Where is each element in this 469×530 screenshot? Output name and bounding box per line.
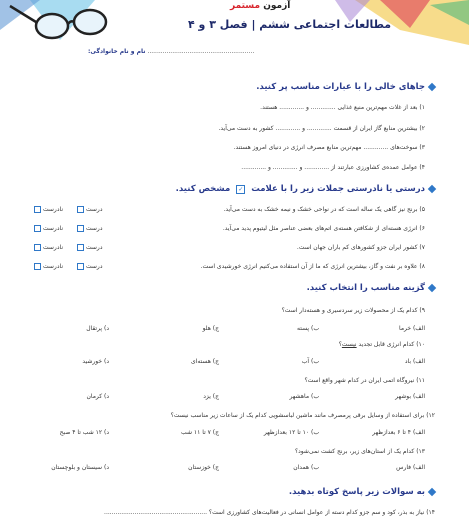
mc-question-13: ۱۳) کدام یک از استان‌های زیر، برنج کشت نمی‌شود؟ (294, 448, 425, 455)
mc-option[interactable]: ج) یزد (203, 393, 219, 400)
mc-option[interactable]: ب) ۱۰ تا ۱۲ بعدازظهر (263, 429, 319, 436)
mc-option[interactable]: ج) هسته‌ای (190, 358, 219, 365)
mc-option[interactable]: الف) فارس (396, 464, 425, 471)
tf-false-option[interactable]: نادرست (34, 225, 63, 232)
mc-option[interactable]: ج) ۷ تا ۱۱ شب (181, 429, 219, 436)
section-multiple-choice (307, 283, 435, 293)
tf-true-option[interactable]: درست (77, 244, 103, 251)
tf-options-7 (34, 244, 103, 251)
diamond-bullet-icon (428, 185, 436, 193)
section-short-answer (289, 487, 435, 497)
section-tf-title: درستی یا نادرستی جملات زیر را با علامت (251, 184, 425, 194)
page-title: مطالعات اجتماعی ششم | فصل ۳ و ۴ (188, 18, 392, 31)
exam-type-label: آزمون مستمر (230, 1, 291, 11)
mc-option[interactable]: د) سیستان و بلوچستان (51, 464, 109, 471)
diamond-bullet-icon (428, 83, 436, 91)
section-fill-title: جاهای خالی را با عبارات مناسب پر کنید. (256, 82, 425, 92)
fill-question-1: ۱) بعد از غلات مهم‌ترین منبع غذایی ............. و ............. هستند. (260, 104, 425, 111)
tf-options-6 (34, 225, 103, 232)
section-true-false (176, 184, 435, 194)
tf-true-option[interactable]: درست (77, 225, 103, 232)
tf-question-8: ۸) علاوه بر نفت و گاز، بیشترین انرژی که ما از آن استفاده می‌کنیم انرژی خورشیدی است. (200, 263, 425, 270)
mc-option[interactable]: ب) پسته (297, 325, 319, 332)
mc-option[interactable]: د) ۱۲ شب تا ۴ صبح (59, 429, 109, 436)
short-question-14: ۱۴) نیاز به بذر، کود و سم جزو کدام دسته از عوامل انسانی در فعالیت‌های کشاورزی است؟ ...................................................... (104, 509, 435, 516)
section-fill-blanks (256, 82, 435, 92)
mc-option[interactable]: الف) خرما (398, 325, 425, 332)
tf-false-option[interactable]: نادرست (34, 206, 63, 213)
mc-question-10: ۱۰) کدام انرژی قابل تجدید نیست؟ (338, 341, 425, 348)
mc-option[interactable]: د) پرتقال (86, 325, 109, 332)
tf-true-option[interactable]: درست (77, 263, 103, 270)
section-mc-title: گزینه مناسب را انتخاب کنید. (306, 283, 425, 293)
mc-option[interactable]: ب) همدان (293, 464, 319, 471)
student-name-field[interactable]: ........................................................ نام و نام خانوادگی: (88, 48, 255, 55)
tf-question-5: ۵) برنج نیز گاهی یک ساله است که در نواحی خشک و نیمه خشک به دست می‌آید. (223, 206, 425, 213)
fill-question-2: ۲) بیشترین منابع گاز ایران از قسمت ............. و ............. کشور به دست می‌آید. (218, 125, 425, 132)
tf-false-option[interactable]: نادرست (34, 244, 63, 251)
tf-options-5 (34, 206, 103, 213)
checkmark-box-icon: ✓ (238, 185, 244, 193)
tf-true-option[interactable]: درست (77, 206, 103, 213)
mc-option[interactable]: الف) باد (404, 358, 425, 365)
mc-option[interactable]: الف) بوشهر (395, 393, 425, 400)
mc-option[interactable]: الف) ۴ تا ۶ بعدازظهر (372, 429, 425, 436)
fill-question-3: ۳) سوخت‌های ............. مهم‌ترین منابع مصرف انرژی در دنیای امروز هستند. (233, 144, 425, 151)
section-short-title: به سوالات زیر پاسخ کوتاه بدهید. (288, 487, 425, 497)
mc-option[interactable]: ج) خوزستان (188, 464, 219, 471)
tf-question-7: ۷) کشور ایران جزو کشورهای کم باران جهان است. (296, 244, 425, 251)
mc-option[interactable]: ب) ماهشهر (289, 393, 319, 400)
exam-type-accent: مستمر (230, 1, 261, 11)
diamond-bullet-icon (428, 488, 436, 496)
mc-option[interactable]: ج) هلو (202, 325, 219, 332)
section-tf-title-end: مشخص کنید. (175, 184, 231, 194)
tf-false-option[interactable]: نادرست (34, 263, 63, 270)
tf-question-6: ۶) انرژی هسته‌ای از شکافتن هسته‌ی اتم‌های بعضی عناصر مثل لیتیوم پدید می‌آید. (222, 225, 425, 232)
mc-question-9: ۹) کدام یک از محصولات زیر سردسیری و هسته‌دار است؟ (281, 307, 425, 314)
tf-options-8 (34, 263, 103, 270)
mc-question-11: ۱۱) نیروگاه اتمی ایران در کدام شهر واقع است؟ (304, 377, 425, 384)
diamond-bullet-icon (428, 284, 436, 292)
fill-question-4: ۴) عوامل عمده‌ی کشاورزی عبارتند از ............. و ............. و ............. (241, 164, 425, 171)
mc-option[interactable]: د) کرمان (86, 393, 109, 400)
mc-question-12: ۱۲) برای استفاده از وسایل برقی پرمصرف مانند ماشین لباسشویی کدام یک از ساعات زیر مناسب نیست؟ (170, 412, 435, 419)
student-name-label: نام و نام خانوادگی: (88, 48, 146, 55)
mc-option[interactable]: ب) آب (301, 358, 319, 365)
mc-option[interactable]: د) خورشید (82, 358, 109, 365)
